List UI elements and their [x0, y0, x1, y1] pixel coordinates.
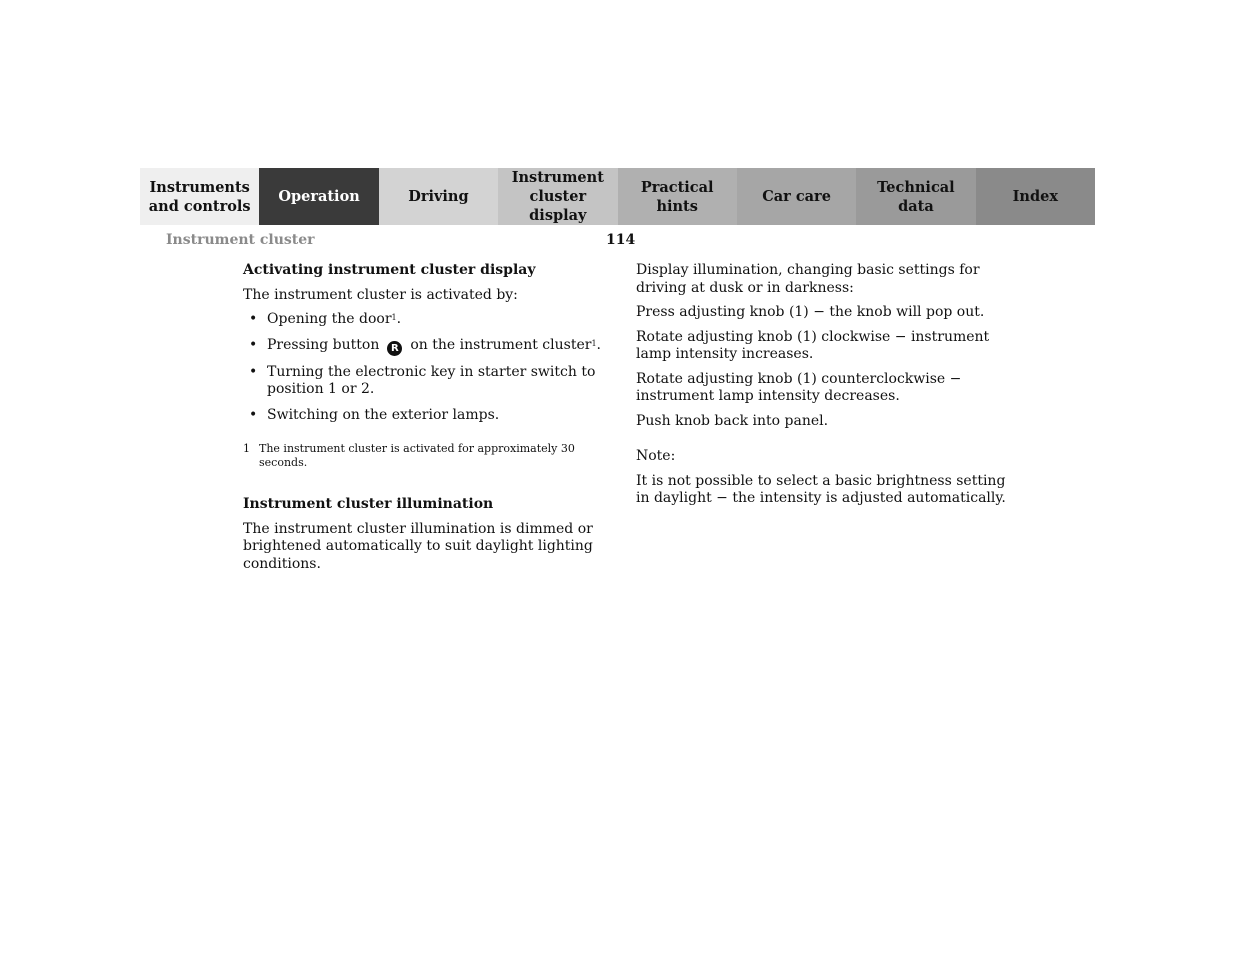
reset-button-icon: R — [387, 341, 402, 356]
list-item-text: Opening the door — [267, 311, 392, 327]
list-item-end: . — [396, 311, 402, 327]
illumination-text: The instrument cluster illumination is dimmed or brightened automatically to suit daylight lighting conditions. — [243, 520, 593, 572]
list-item-text: Turning the electronic key in starter switch to position 1 or 2. — [267, 363, 596, 398]
list-item-text: Pressing button — [267, 336, 380, 353]
note-text: It is not possible to select a basic brightness setting in daylight − the intensity is adjusted automatically. — [636, 472, 1006, 506]
step-rotate-clockwise: Rotate adjusting knob (1) clockwise − instrument lamp intensity increases. — [636, 328, 990, 362]
chapter-tab-bar — [140, 168, 1095, 225]
step-press-knob: Press adjusting knob (1) − the knob will pop out. — [636, 304, 985, 320]
activation-list — [243, 311, 608, 424]
right-column — [636, 262, 1006, 515]
list-item-end: . — [596, 336, 601, 353]
left-column — [243, 262, 608, 580]
tab-operation[interactable]: Operation — [259, 168, 378, 225]
footnote-ref: 1 — [591, 338, 597, 348]
tab-practical-hints[interactable]: Practical hints — [618, 168, 737, 225]
list-item-text-continued: on the instrument cluster — [410, 336, 592, 353]
tab-technical-data[interactable]: Technical data — [856, 168, 975, 225]
step-push-knob-back: Push knob back into panel. — [636, 412, 829, 429]
activation-intro: The instrument cluster is activated by: — [243, 286, 518, 303]
section-title: Instrument cluster — [166, 232, 315, 248]
footnote — [243, 442, 608, 470]
list-item — [243, 407, 608, 425]
list-item — [243, 337, 608, 356]
footnote-number: 1 — [243, 442, 250, 456]
spacer — [243, 470, 608, 496]
heading-activating-display: Activating instrument cluster display — [243, 262, 536, 278]
list-item — [243, 311, 608, 329]
tab-car-care[interactable]: Car care — [737, 168, 856, 225]
page-number: 114 — [606, 232, 636, 248]
tab-instrument-cluster-display[interactable]: Instrument cluster display — [498, 168, 617, 225]
list-item — [243, 364, 608, 399]
illumination-intro: Display illumination, changing basic settings for driving at dusk or in darkness: — [636, 262, 980, 296]
tab-instruments-and-controls[interactable]: Instruments and controls — [140, 168, 259, 225]
footnote-text: The instrument cluster is activated for approximately 30 seconds. — [259, 442, 575, 470]
note-label: Note: — [636, 448, 676, 464]
tab-driving[interactable]: Driving — [379, 168, 498, 225]
footnote-ref: 1 — [391, 313, 397, 322]
step-rotate-counterclockwise: Rotate adjusting knob (1) counterclockwise − instrument lamp intensity decreases. — [636, 370, 962, 404]
list-item-text: Switching on the exterior lamps. — [267, 406, 500, 423]
heading-illumination: Instrument cluster illumination — [243, 496, 494, 513]
tab-index[interactable]: Index — [976, 168, 1095, 225]
